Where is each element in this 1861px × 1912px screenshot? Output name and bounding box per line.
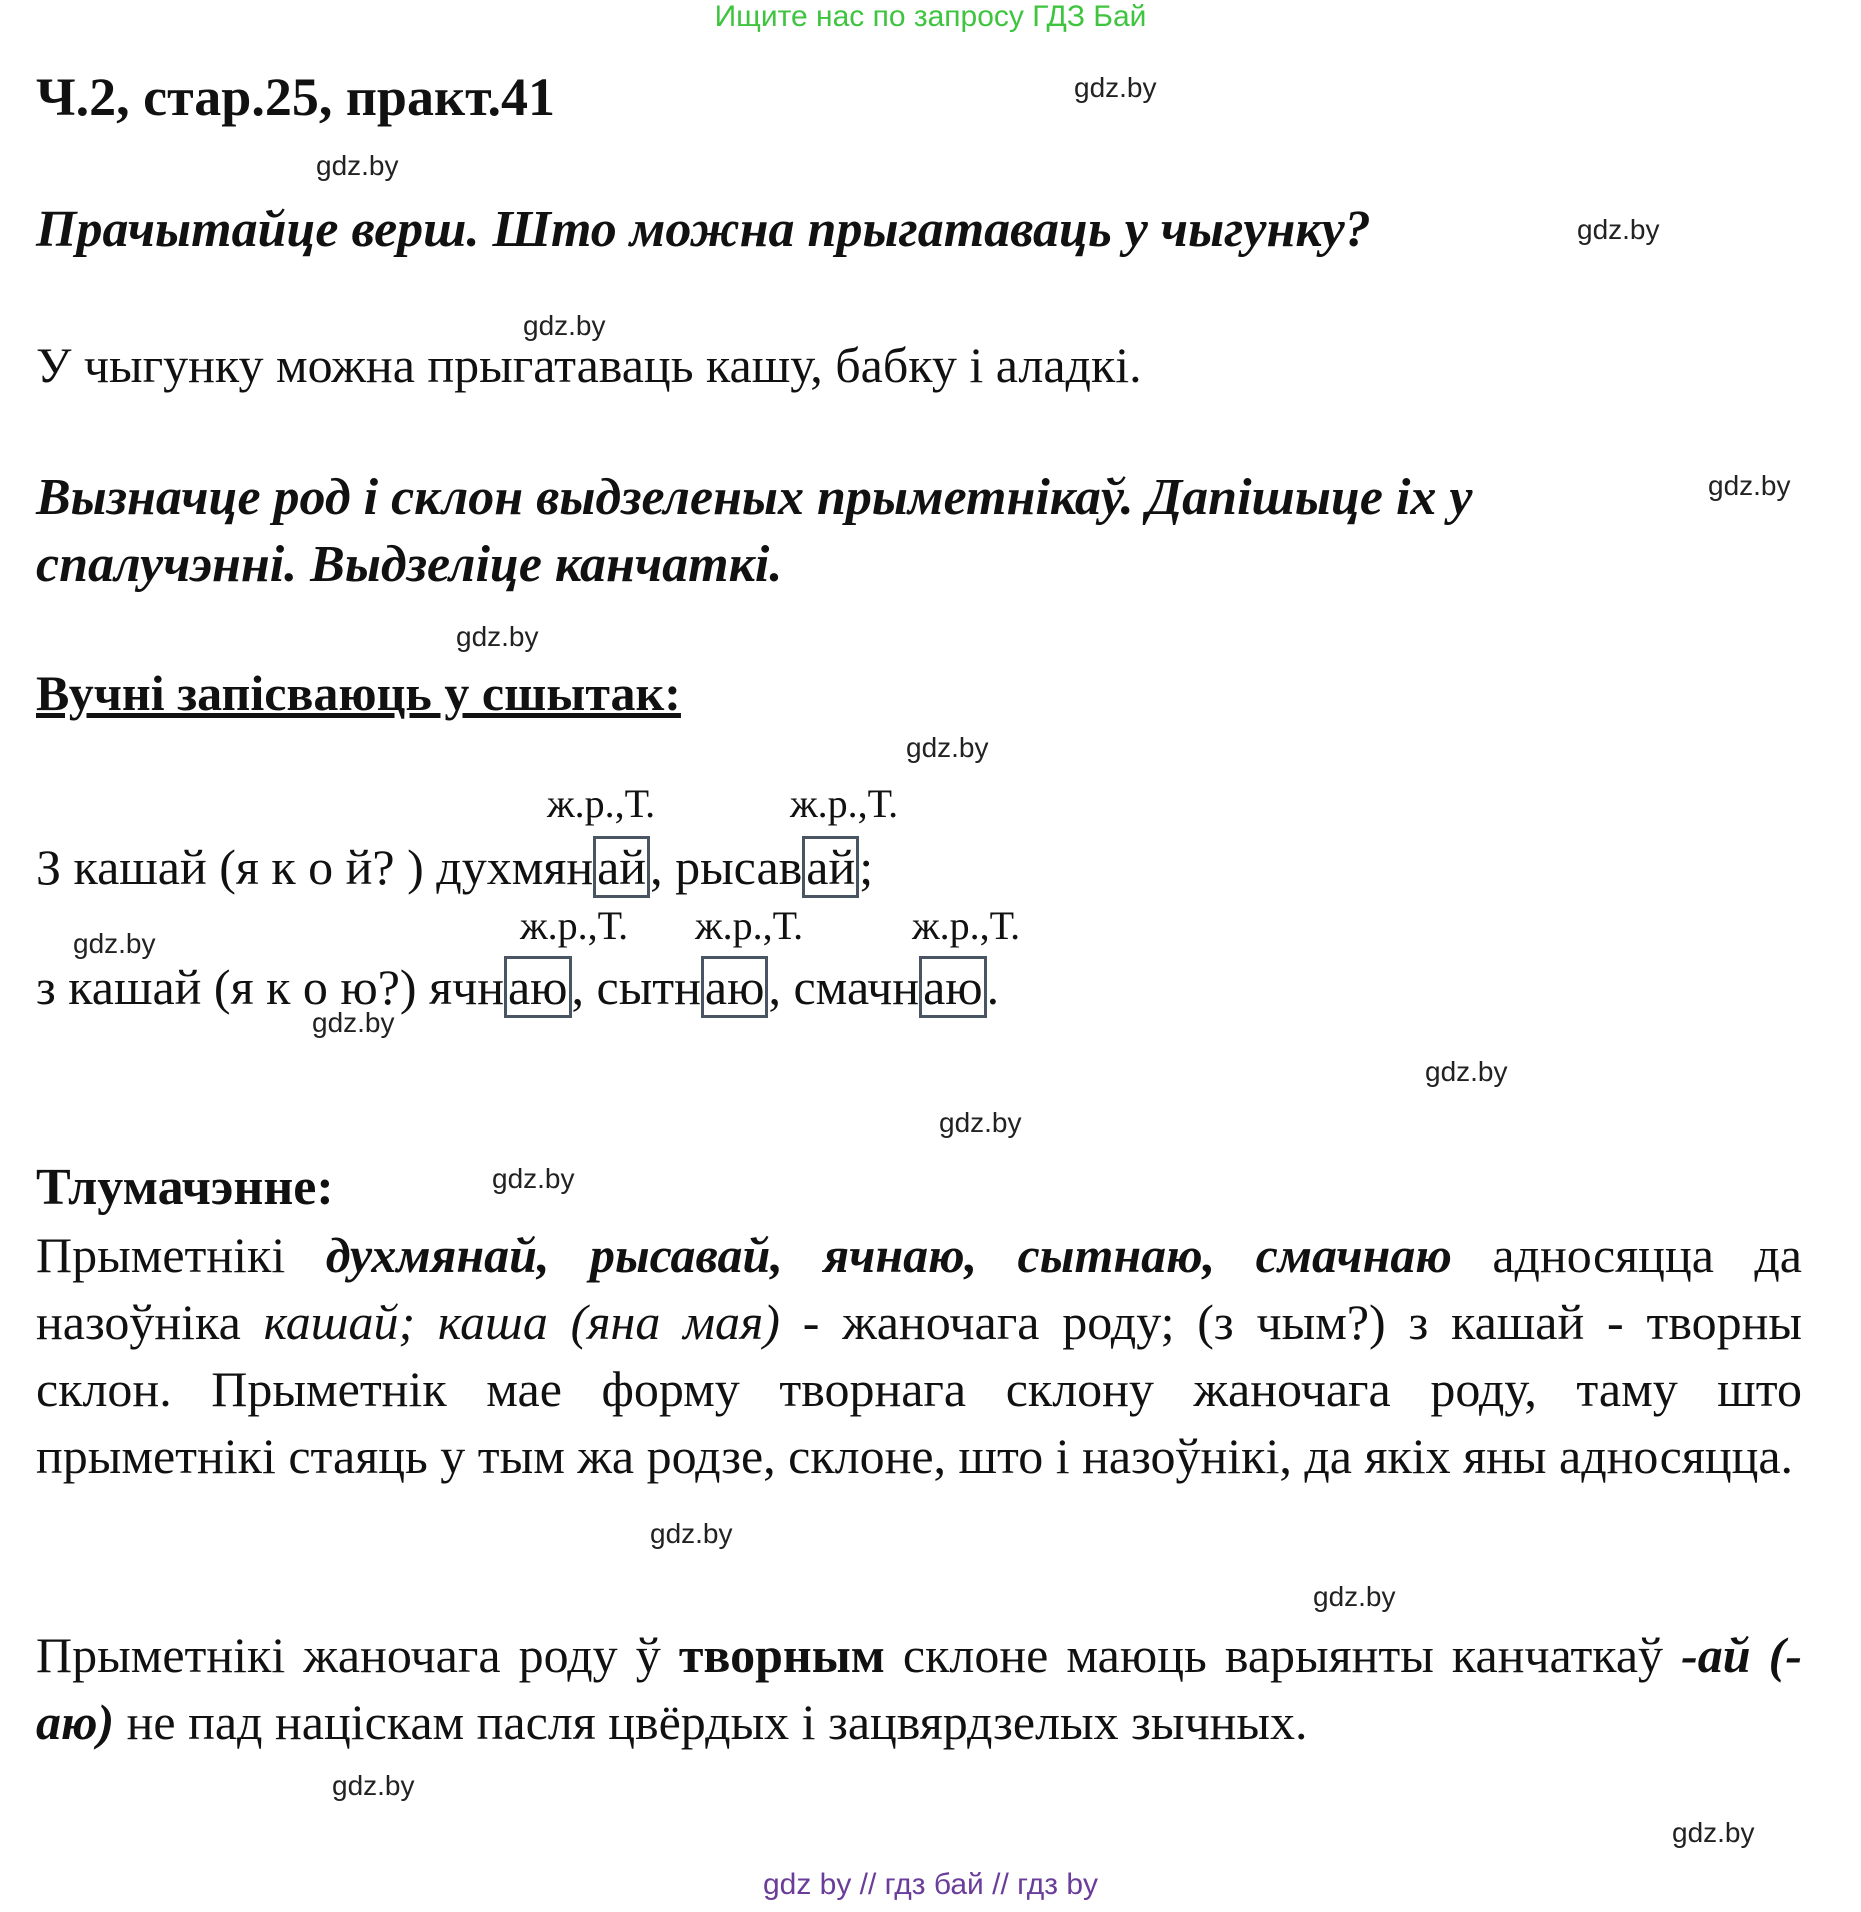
explanation-paragraph [36,1222,1802,1490]
text: адносяцца да назоўніка [36,1227,1803,1350]
adjectives: духмянай, рысавай, ячнаю, сытнаю, смачнаю [325,1227,1452,1283]
watermark: gdz.by [939,1107,1022,1138]
watermark: gdz.by [906,732,989,763]
sentence-2 [36,958,999,1016]
watermark: gdz.by [1074,72,1157,103]
text: не пад націскам пасля цвёрдых і зацвярдзелых зычных. [114,1694,1308,1750]
case-name: творным [678,1627,885,1683]
watermark: gdz.by [523,310,606,341]
ending-box: ай [802,836,859,898]
sentence-1 [36,838,873,896]
footer-links[interactable]: gdz by // гдз бай // гдз by [762,1868,1099,1901]
ending-box: аю [919,956,987,1018]
watermark: gdz.by [1313,1581,1396,1612]
text: ; [859,839,874,895]
notebook-heading: Вучні запісваюць у сшытак: [36,665,681,721]
watermark: gdz.by [1577,214,1660,245]
text: Прыметнікі жаночага роду ў [36,1627,679,1683]
annotation: ж.р.,Т. [547,781,656,826]
ending-box: аю [701,956,769,1018]
watermark: gdz.by [1672,1817,1755,1848]
text: Прыметнікі [36,1227,326,1283]
question-2-line-2: спалучэнні. Выдзеліце канчаткі. [36,536,783,593]
annotation: ж.р.,Т. [520,903,629,948]
text: З кашай (я к о й? ) духмян [36,839,594,895]
watermark: gdz.by [312,1007,395,1038]
watermark: gdz.by [456,621,539,652]
ending-box: аю [504,956,572,1018]
endings: -ай (-аю) [36,1627,1802,1750]
watermark: gdz.by [1425,1056,1508,1087]
watermark: gdz.by [492,1163,575,1194]
watermark: gdz.by [650,1518,733,1549]
watermark: gdz.by [73,928,156,959]
watermark: gdz.by [316,150,399,181]
question-2-line-1: Вызначце род і склон выдзеленых прыметнікаў. Дапішыце іх у [36,469,1473,526]
rule-paragraph [36,1622,1802,1756]
page-title: Ч.2, стар.25, практ.41 [36,67,556,127]
text: - жаночага роду; (з чым?) з кашай - творны склон. Прыметнік мае форму творнага склону жаночага роду, таму што прыметнікі стаяць у тым жа родзе, склоне, што і назоўнікі, да якіх яны адносяцца. [36,1294,1802,1484]
watermark: gdz.by [1708,470,1791,501]
answer-1: У чыгунку можна прыгатаваць кашу, бабку і аладкі. [36,337,1142,393]
ending-box: ай [593,836,650,898]
text: з кашай (я к о ю?) ячн [36,959,504,1015]
search-banner: Ищите нас по запросу ГДЗ Бай [714,0,1147,33]
explanation-heading: Тлумачэнне: [36,1159,334,1216]
annotation: ж.р.,Т. [912,903,1021,948]
annotation: ж.р.,Т. [790,781,899,826]
text: . [986,959,1000,1015]
text: склоне маюць варыянты канчаткаў [884,1627,1682,1683]
noun: кашай; каша (яна мая) [263,1294,780,1350]
watermark: gdz.by [332,1770,415,1801]
annotation: ж.р.,Т. [695,903,804,948]
question-1: Прачытайце верш. Што можна прыгатаваць у чыгунку? [36,201,1371,258]
text: , смачн [768,959,920,1015]
text: , сытн [571,959,701,1015]
text: , рысав [650,839,803,895]
